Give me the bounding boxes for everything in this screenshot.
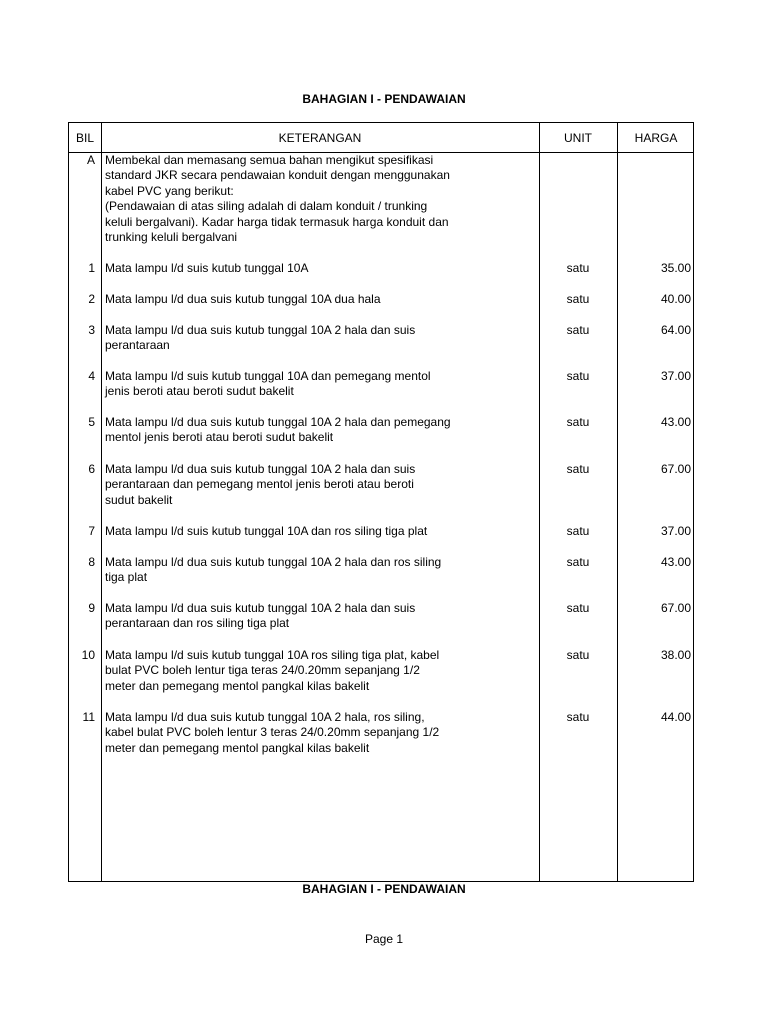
description-line: perantaraan dan pemegang mentol jenis beroti atau beroti <box>105 477 414 492</box>
row-bil: 10 <box>81 648 95 662</box>
row-unit: satu <box>566 261 590 275</box>
row-unit: satu <box>566 323 590 337</box>
description-line: Mata lampu l/d dua suis kutub tunggal 10A 2 hala dan suis <box>105 462 416 476</box>
row-description <box>105 369 537 400</box>
row-description <box>105 524 537 539</box>
intro-bil: A <box>86 153 95 167</box>
row-bil: 2 <box>88 292 95 306</box>
row-bil: 6 <box>88 462 95 476</box>
row-harga: 43.00 <box>660 415 691 429</box>
header-keterangan: KETERANGAN <box>278 131 362 145</box>
intro-line: standard JKR secara pendawaian konduit dengan menggunakan <box>105 168 450 183</box>
row-unit: satu <box>566 524 590 538</box>
description-line: Mata lampu l/d dua suis kutub tunggal 10A 2 hala dan ros siling <box>105 555 442 569</box>
row-unit: satu <box>566 710 590 724</box>
description-line: Mata lampu l/d suis kutub tunggal 10A ros siling tiga plat, kabel <box>105 648 440 662</box>
row-description <box>105 601 537 632</box>
row-harga: 37.00 <box>660 369 691 383</box>
description-line: bulat PVC boleh lentur tiga teras 24/0.20mm sepanjang 1/2 <box>105 663 420 678</box>
description-line: perantaraan <box>105 338 170 353</box>
row-description <box>105 555 537 586</box>
row-unit: satu <box>566 369 590 383</box>
row-bil: 4 <box>88 369 95 383</box>
page-number: Page 1 <box>364 932 404 946</box>
row-description <box>105 648 537 694</box>
description-line: jenis beroti atau beroti sudut bakelit <box>105 384 294 399</box>
description-line: mentol jenis beroti atau beroti sudut bakelit <box>105 430 334 445</box>
row-harga: 35.00 <box>660 261 691 275</box>
row-bil: 11 <box>82 710 95 724</box>
header-bil: BIL <box>75 131 94 145</box>
description-line: tiga plat <box>105 570 148 585</box>
row-description <box>105 462 537 508</box>
footer-title: BAHAGIAN I - PENDAWAIAN <box>302 882 466 896</box>
row-harga: 40.00 <box>660 292 691 306</box>
intro-line: keluli bergalvani). Kadar harga tidak termasuk harga konduit dan <box>105 214 449 229</box>
row-unit: satu <box>566 292 590 306</box>
row-harga: 67.00 <box>660 601 691 615</box>
description-line: Mata lampu l/d dua suis kutub tunggal 10A 2 hala dan pemegang <box>105 415 451 429</box>
row-bil: 9 <box>88 601 95 615</box>
row-unit: satu <box>566 555 590 569</box>
description-line: Mata lampu l/d dua suis kutub tunggal 10A 2 hala, ros siling, <box>105 710 425 724</box>
description-line: sudut bakelit <box>105 492 173 507</box>
row-harga: 44.00 <box>660 710 691 724</box>
column-divider <box>539 123 540 881</box>
header-unit: UNIT <box>564 131 592 145</box>
description-line: kabel bulat PVC boleh lentur 3 teras 24/0.20mm sepanjang 1/2 <box>105 725 440 740</box>
row-harga: 38.00 <box>660 648 691 662</box>
row-description <box>105 710 537 756</box>
intro-line: kabel PVC yang berikut: <box>105 183 234 198</box>
row-unit: satu <box>566 648 590 662</box>
row-unit: satu <box>566 415 590 429</box>
row-description <box>105 292 537 307</box>
row-harga: 67.00 <box>660 462 691 476</box>
row-description <box>105 323 537 354</box>
row-bil: 1 <box>88 261 95 275</box>
row-unit: satu <box>566 601 590 615</box>
description-line: perantaraan dan ros siling tiga plat <box>105 616 290 631</box>
description-line: meter dan pemegang mentol pangkal kilas bakelit <box>105 740 370 755</box>
intro-line: (Pendawaian di atas siling adalah di dalam konduit / trunking <box>105 199 428 214</box>
description-line: meter dan pemegang mentol pangkal kilas bakelit <box>105 678 370 693</box>
description-line: Mata lampu l/d dua suis kutub tunggal 10A dua hala <box>105 292 381 306</box>
intro-line: Membekal dan memasang semua bahan mengikut spesifikasi <box>105 153 434 167</box>
description-line: Mata lampu l/d suis kutub tunggal 10A dan ros siling tiga plat <box>105 524 428 538</box>
row-harga: 64.00 <box>660 323 691 337</box>
row-bil: 8 <box>88 555 95 569</box>
description-line: Mata lampu l/d dua suis kutub tunggal 10A 2 hala dan suis <box>105 601 416 615</box>
row-description <box>105 415 537 446</box>
row-unit: satu <box>566 462 590 476</box>
row-bil: 7 <box>88 524 95 538</box>
intro-line: trunking keluli bergalvani <box>105 230 238 245</box>
header-harga: HARGA <box>634 131 678 145</box>
row-bil: 3 <box>88 323 95 337</box>
description-line: Mata lampu l/d suis kutub tunggal 10A <box>105 261 309 275</box>
row-harga: 43.00 <box>660 555 691 569</box>
row-description <box>105 261 537 276</box>
description-line: Mata lampu l/d dua suis kutub tunggal 10A 2 hala dan suis <box>105 323 416 337</box>
description-line: Mata lampu l/d suis kutub tunggal 10A dan pemegang mentol <box>105 369 431 383</box>
page-title: BAHAGIAN I - PENDAWAIAN <box>302 92 466 106</box>
row-bil: 5 <box>88 415 95 429</box>
column-divider <box>101 123 102 881</box>
column-divider <box>617 123 618 881</box>
row-harga: 37.00 <box>660 524 691 538</box>
intro-description <box>105 153 537 245</box>
price-table <box>68 122 694 882</box>
